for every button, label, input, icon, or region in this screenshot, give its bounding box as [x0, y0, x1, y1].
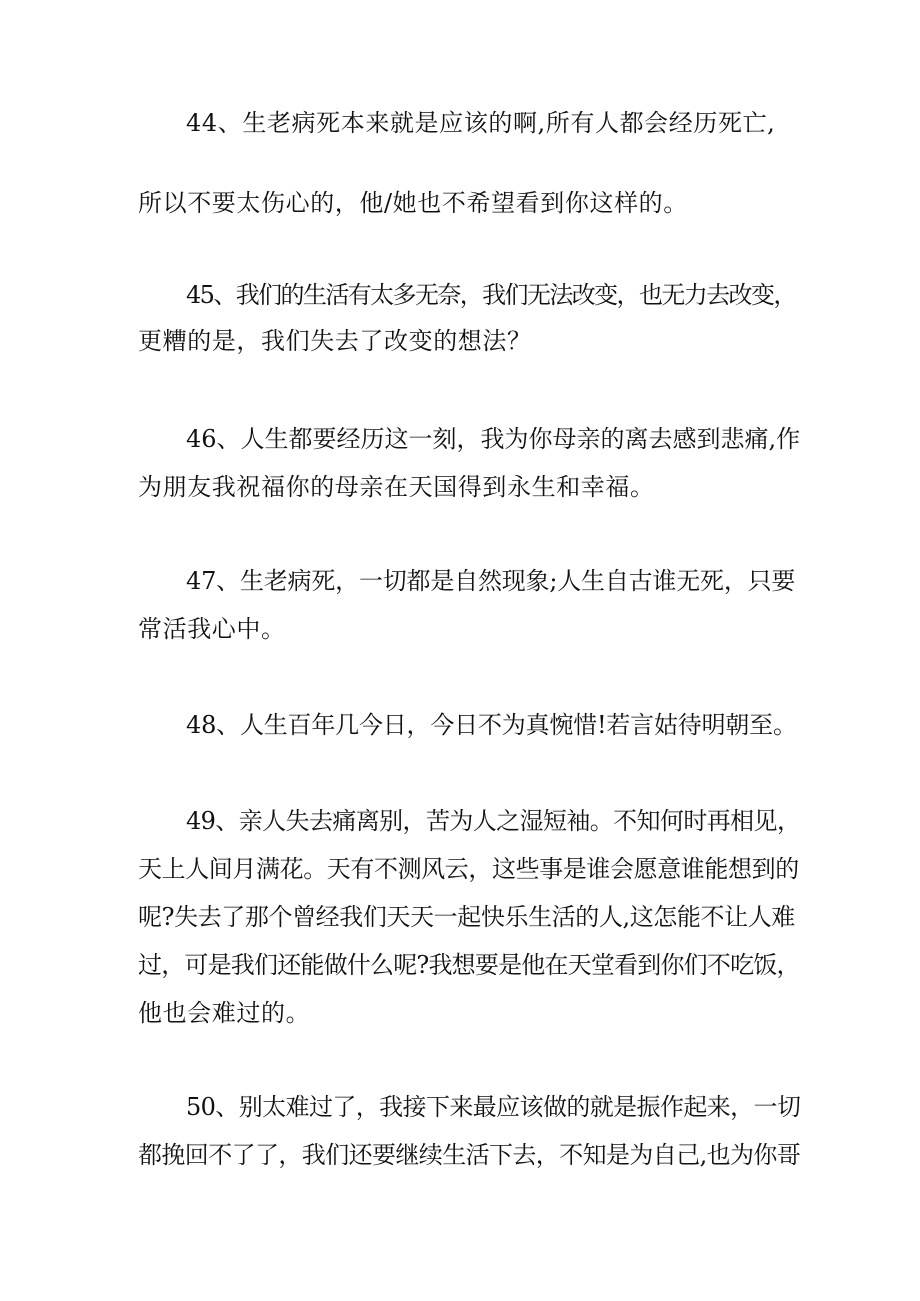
- paragraph-49-line-3: 呢?失去了那个曾经我们天天一起快乐生活的人,这怎能不让人难: [138, 903, 795, 931]
- paragraph-48-line-1: 48、人生百年几今日，今日不为真惋惜!若言姑待明朝至。: [186, 711, 797, 739]
- paragraph-45-line-2: 更糟的是，我们失去了改变的想法？: [138, 327, 532, 355]
- paragraph-50-line-1: 50、别太难过了，我接下来最应该做的就是振作起来，一切: [186, 1093, 801, 1121]
- paragraph-47-line-2: 常活我心中。: [138, 615, 286, 643]
- paragraph-46-line-1: 46、人生都要经历这一刻，我为你母亲的离去感到悲痛,作: [186, 425, 801, 453]
- paragraph-49-line-2: 天上人间月满花。天有不测风云，这些事是谁会愿意谁能想到的: [138, 855, 799, 883]
- paragraph-44-line-1: 44、生老病死本来就是应该的啊,所有人都会经历死亡,: [186, 109, 776, 137]
- paragraph-49-line-4: 过，可是我们还能做什么呢?我想要是他在天堂看到你们不吃饭，: [138, 951, 800, 979]
- paragraph-47-line-1: 47、生老病死，一切都是自然现象;人生自古谁无死，只要: [186, 567, 796, 595]
- paragraph-45-line-1: 45、我们的生活有太多无奈，我们无法改变，也无力去改变，: [186, 281, 796, 309]
- paragraph-50-line-2: 都挽回不了了，我们还要继续生活下去，不知是为自己,也为你哥: [138, 1141, 801, 1169]
- paragraph-46-line-2: 为朋友我祝福你的母亲在天国得到永生和幸福。: [138, 473, 655, 501]
- paragraph-49-line-5: 他也会难过的。: [138, 999, 311, 1027]
- paragraph-44-line-2: 所以不要太伤心的，他/她也不希望看到你这样的。: [138, 189, 688, 217]
- paragraph-49-line-1: 49、亲人失去痛离别，苦为人之湿短袖。不知何时再相见，: [186, 807, 801, 835]
